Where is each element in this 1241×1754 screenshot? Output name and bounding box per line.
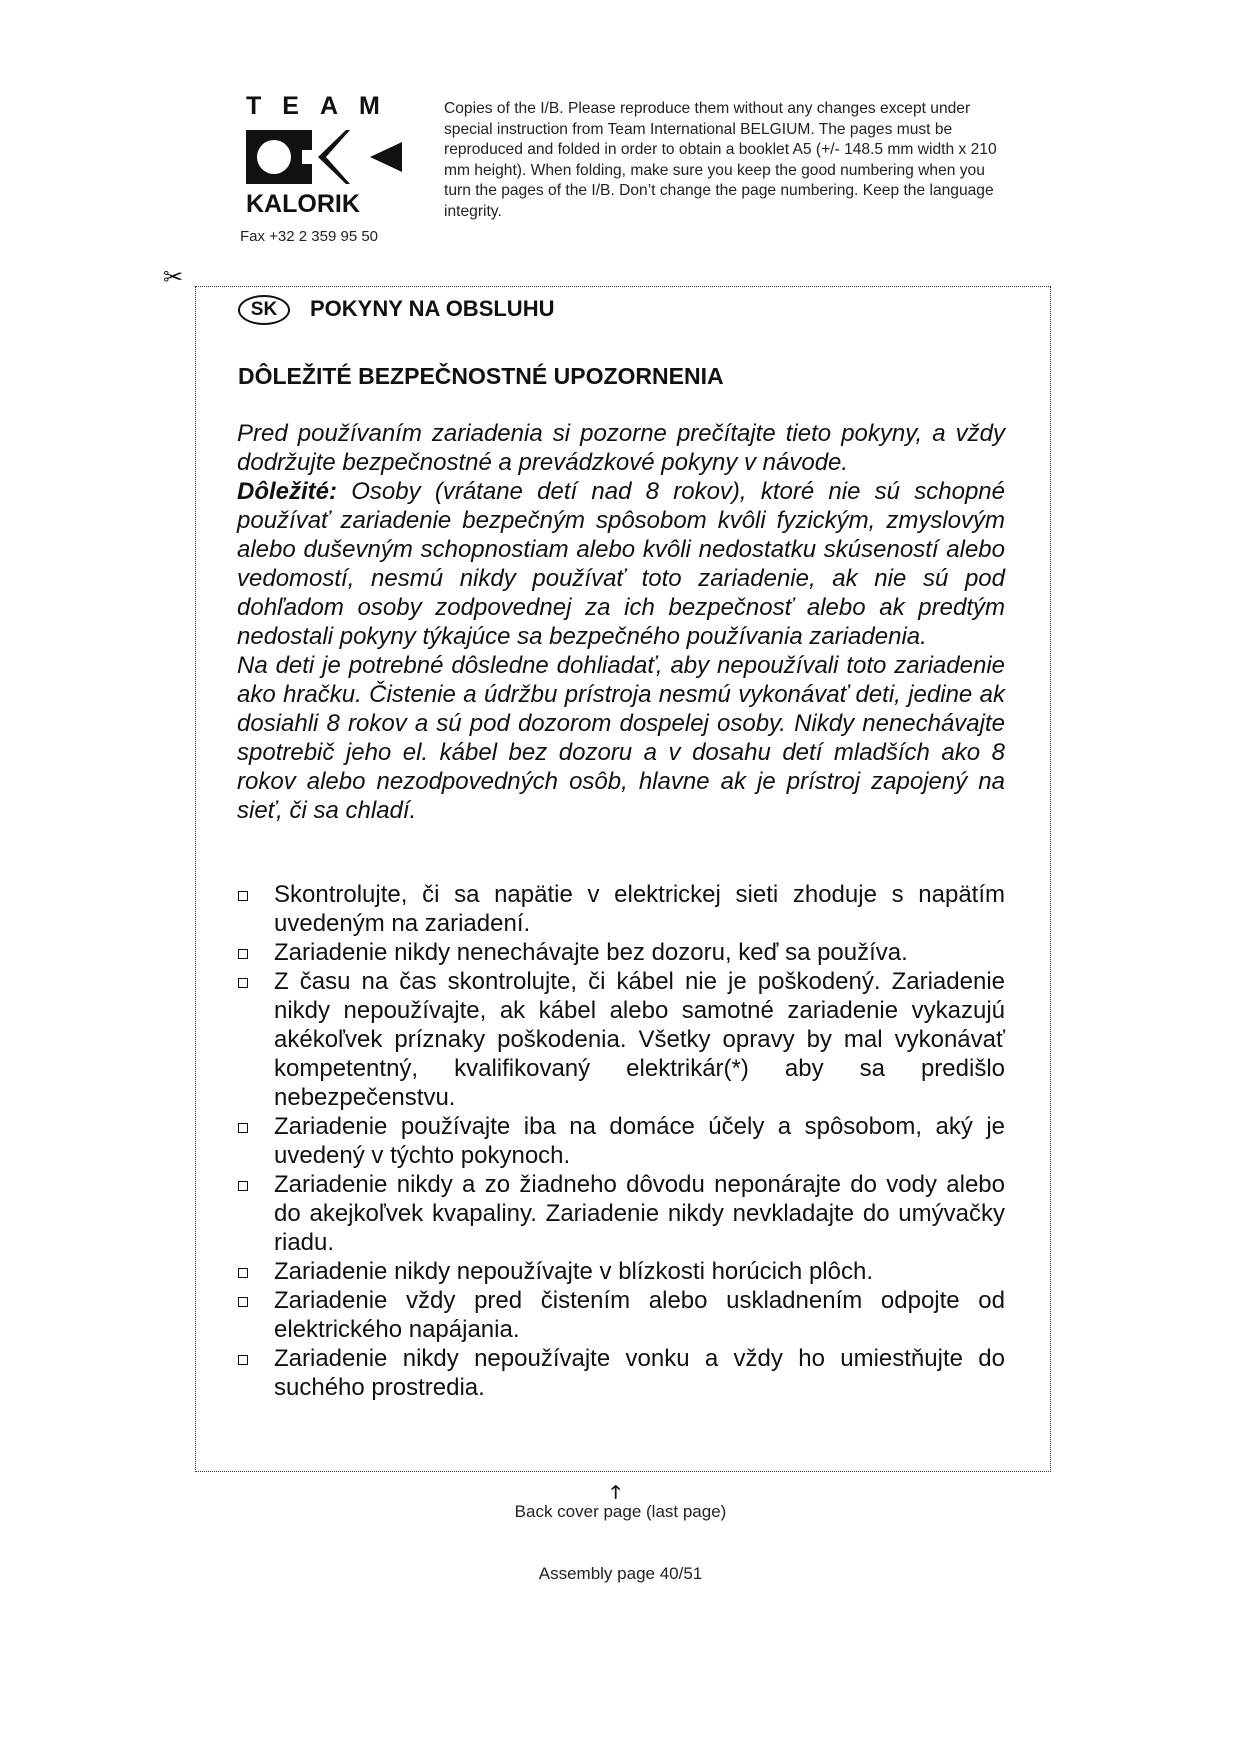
- back-cover-label: Back cover page (last page): [514, 1502, 727, 1521]
- intro-text-block: [237, 419, 1005, 825]
- logo-kalorik-text: KALORIK: [246, 190, 360, 218]
- team-kalorik-logo: [246, 92, 402, 218]
- checkbox-bullet-icon: [238, 891, 248, 901]
- list-item: Zariadenie používajte iba na domáce účely a spôsobom, aký je uvedený v týchto pokynoch.: [237, 1112, 1005, 1170]
- checkbox-bullet-icon: [238, 1181, 248, 1191]
- kalorik-logo-mark-icon: [246, 128, 402, 186]
- logo-team-text: TEAM: [246, 92, 401, 120]
- arrow-up-icon: 🡑: [611, 1482, 621, 1502]
- list-item: Zariadenie nikdy nepoužívajte vonku a vždy ho umiestňujte do suchého prostredia.: [237, 1344, 1005, 1402]
- list-item: Zariadenie nikdy nenechávajte bez dozoru, keď sa používa.: [237, 938, 1005, 967]
- fax-number: Fax +32 2 359 95 50: [240, 228, 379, 245]
- checkbox-bullet-icon: [238, 1355, 248, 1365]
- list-item: Zariadenie vždy pred čistením alebo uskladnením odpojte od elektrického napájania.: [237, 1286, 1005, 1344]
- safety-heading: DÔLEŽITÉ BEZPEČNOSTNÉ UPOZORNENIA: [238, 363, 724, 389]
- checkbox-bullet-icon: [238, 949, 248, 959]
- assembly-page-number: Assembly page 40/51: [538, 1564, 703, 1583]
- intro-paragraph: Pred používaním zariadenia si pozorne prečítajte tieto pokyny, a vždy dodržujte bezpečnostné a prevádzkové pokyny v návode.: [237, 420, 1005, 476]
- list-item: Zariadenie nikdy nepoužívajte v blízkosti horúcich plôch.: [237, 1257, 1005, 1286]
- scissors-icon: ✂: [163, 264, 184, 291]
- section-title: POKYNY NA OBSLUHU: [310, 296, 555, 321]
- important-label: Dôležité:: [237, 478, 338, 505]
- list-item: Skontrolujte, či sa napätie v elektrickej sieti zhoduje s napätím uvedeným na zariadení.: [237, 880, 1005, 938]
- list-item: Zariadenie nikdy a zo žiadneho dôvodu neponárajte do vody alebo do akejkoľvek kvapaliny. Zariadenie nikdy nevkladajte do umývačky riadu.: [237, 1170, 1005, 1257]
- checkbox-bullet-icon: [238, 1297, 248, 1307]
- list-item: Z času na čas skontrolujte, či kábel nie je poškodený. Zariadenie nikdy nepoužívajte, ak kábel alebo samotné zariadenie vykazujú akékoľvek príznaky poškodenia. Všetky opravy by mal vykonávať kompetentný, kvalifikovaný elektrikár(*) aby sa predišlo nebezpečenstvu.: [237, 967, 1005, 1112]
- checkbox-bullet-icon: [238, 1123, 248, 1133]
- checkbox-bullet-icon: [238, 1268, 248, 1278]
- reproduction-note: Copies of the I/B. Please reproduce them without any changes except under special instruction from Team International BELGIUM. The pages must be reproduced and folded in order to obtain a booklet A5 (+/- 148.5 mm width x 210 mm height). When folding, make sure you keep the good numbering when you turn the pages of the I/B. Don’t change the page numbering. Keep the language integrity.: [444, 100, 997, 220]
- safety-list: [237, 880, 1005, 1402]
- language-badge: SK: [238, 295, 290, 325]
- important-paragraph: [237, 477, 1005, 651]
- important-text: Osoby (vrátane detí nad 8 rokov), ktoré nie sú schopné používať zariadenie bezpečným spôsobom kvôli fyzickým, zmyslovým alebo duševným schopnostiam alebo kvôli nedostatku skúseností alebo vedomostí, nesmú nikdy používať toto zariadenie, ak nie sú pod dohľadom osoby zodpovednej za ich bezpečnosť alebo ak predtým nedostali pokyny týkajúce sa bezpečného používania zariadenia.: [237, 478, 1005, 650]
- checkbox-bullet-icon: [238, 978, 248, 988]
- children-paragraph: Na deti je potrebné dôsledne dohliadať, aby nepoužívali toto zariadenie ako hračku. Čistenie a údržbu prístroja nesmú vykonávať deti, jedine ak dosiahli 8 rokov a sú pod dozorom dospelej osoby. Nikdy nenechávajte spotrebič jeho el. kábel bez dozoru a v dosahu detí mladších ako 8 rokov alebo nezodpovedných osôb, hlavne ak je prístroj zapojený na sieť, či sa chladí.: [237, 652, 1005, 824]
